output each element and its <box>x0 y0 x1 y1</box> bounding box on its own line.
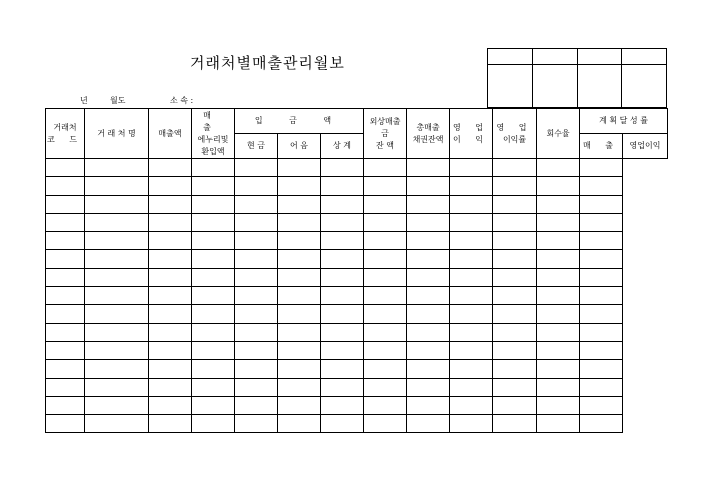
table-cell[interactable] <box>235 287 278 305</box>
table-cell[interactable] <box>407 396 450 414</box>
table-cell[interactable] <box>364 213 407 231</box>
table-cell[interactable] <box>321 268 364 286</box>
table-cell[interactable] <box>493 341 537 359</box>
table-cell[interactable] <box>235 232 278 250</box>
table-cell[interactable] <box>149 323 192 341</box>
table-cell[interactable] <box>149 159 192 177</box>
table-cell[interactable] <box>407 360 450 378</box>
table-cell[interactable] <box>46 360 85 378</box>
report-table <box>45 108 668 433</box>
header-operating-margin: 영 업 이익률 <box>493 109 537 159</box>
approval-cell <box>488 65 533 108</box>
table-cell[interactable] <box>278 195 321 213</box>
table-cell[interactable] <box>149 213 192 231</box>
report-title: 거래처별매출관리월보 <box>190 54 345 72</box>
table-cell[interactable] <box>192 378 235 396</box>
table-cell[interactable] <box>407 341 450 359</box>
table-cell[interactable] <box>580 287 623 305</box>
table-cell[interactable] <box>235 177 278 195</box>
table-cell[interactable] <box>450 213 493 231</box>
table-cell[interactable] <box>278 213 321 231</box>
table-cell[interactable] <box>407 232 450 250</box>
table-row <box>46 213 668 231</box>
table-cell[interactable] <box>321 195 364 213</box>
table-cell[interactable] <box>321 378 364 396</box>
table-cell[interactable] <box>278 305 321 323</box>
table-cell[interactable] <box>85 177 149 195</box>
table-cell[interactable] <box>580 360 623 378</box>
table-cell[interactable] <box>46 287 85 305</box>
table-cell[interactable] <box>46 305 85 323</box>
table-cell[interactable] <box>46 213 85 231</box>
table-cell[interactable] <box>278 360 321 378</box>
table-cell[interactable] <box>235 159 278 177</box>
table-cell[interactable] <box>321 415 364 433</box>
table-cell[interactable] <box>580 232 623 250</box>
table-cell[interactable] <box>321 305 364 323</box>
table-cell[interactable] <box>537 287 580 305</box>
table-cell[interactable] <box>85 232 149 250</box>
header-collection-rate: 회수율 <box>537 109 580 159</box>
table-cell[interactable] <box>321 159 364 177</box>
table-cell[interactable] <box>278 177 321 195</box>
table-cell[interactable] <box>493 415 537 433</box>
table-cell[interactable] <box>450 159 493 177</box>
table-cell[interactable] <box>278 250 321 268</box>
approval-cell <box>488 49 533 65</box>
table-cell[interactable] <box>85 323 149 341</box>
table-cell[interactable] <box>192 159 235 177</box>
table-cell[interactable] <box>46 323 85 341</box>
table-cell[interactable] <box>192 415 235 433</box>
table-cell[interactable] <box>450 195 493 213</box>
table-cell[interactable] <box>235 195 278 213</box>
table-cell[interactable] <box>321 287 364 305</box>
table-cell[interactable] <box>321 232 364 250</box>
table-row <box>46 360 668 378</box>
table-cell[interactable] <box>278 232 321 250</box>
table-cell[interactable] <box>537 396 580 414</box>
table-cell[interactable] <box>537 250 580 268</box>
table-cell[interactable] <box>321 250 364 268</box>
table-cell[interactable] <box>46 268 85 286</box>
table-cell[interactable] <box>580 268 623 286</box>
table-cell[interactable] <box>321 396 364 414</box>
table-cell[interactable] <box>149 305 192 323</box>
table-row <box>46 195 668 213</box>
table-cell[interactable] <box>235 415 278 433</box>
table-cell[interactable] <box>537 360 580 378</box>
table-cell[interactable] <box>192 250 235 268</box>
table-cell[interactable] <box>493 268 537 286</box>
table-cell[interactable] <box>407 159 450 177</box>
table-cell[interactable] <box>85 360 149 378</box>
table-cell[interactable] <box>364 287 407 305</box>
table-cell[interactable] <box>493 287 537 305</box>
header-cash: 현 금 <box>235 134 278 159</box>
header-plan-profit: 영업이익 <box>623 134 668 159</box>
table-cell[interactable] <box>235 305 278 323</box>
table-cell[interactable] <box>192 213 235 231</box>
table-cell[interactable] <box>192 232 235 250</box>
table-cell[interactable] <box>149 360 192 378</box>
approval-cell <box>577 49 622 65</box>
table-cell[interactable] <box>321 360 364 378</box>
table-cell[interactable] <box>149 177 192 195</box>
header-note: 어 음 <box>278 134 321 159</box>
header-deposit: 입 금 액 <box>235 109 364 134</box>
table-cell[interactable] <box>46 177 85 195</box>
table-cell[interactable] <box>46 159 85 177</box>
table-cell[interactable] <box>235 341 278 359</box>
table-cell[interactable] <box>450 268 493 286</box>
table-cell[interactable] <box>407 213 450 231</box>
header-plan-sales: 매 출 <box>580 134 623 159</box>
table-cell[interactable] <box>85 415 149 433</box>
table-cell[interactable] <box>537 268 580 286</box>
table-cell[interactable] <box>278 341 321 359</box>
table-cell[interactable] <box>46 378 85 396</box>
table-cell[interactable] <box>46 396 85 414</box>
header-client-code: 거래처 코 드 <box>46 109 85 159</box>
table-cell[interactable] <box>235 360 278 378</box>
table-cell[interactable] <box>407 250 450 268</box>
table-cell[interactable] <box>580 396 623 414</box>
table-cell[interactable] <box>364 177 407 195</box>
table-row <box>46 415 668 433</box>
table-cell[interactable] <box>537 213 580 231</box>
header-operating-profit: 영 업 이 익 <box>450 109 493 159</box>
table-cell[interactable] <box>407 195 450 213</box>
table-cell[interactable] <box>364 323 407 341</box>
table-cell[interactable] <box>85 250 149 268</box>
table-cell[interactable] <box>85 287 149 305</box>
table-cell[interactable] <box>321 341 364 359</box>
table-cell[interactable] <box>450 378 493 396</box>
table-cell[interactable] <box>278 378 321 396</box>
table-cell[interactable] <box>407 287 450 305</box>
table-cell[interactable] <box>580 323 623 341</box>
table-cell[interactable] <box>235 378 278 396</box>
table-row <box>46 287 668 305</box>
table-cell[interactable] <box>407 177 450 195</box>
table-cell[interactable] <box>493 177 537 195</box>
table-cell[interactable] <box>149 250 192 268</box>
table-cell[interactable] <box>278 415 321 433</box>
table-cell[interactable] <box>149 287 192 305</box>
table-cell[interactable] <box>493 195 537 213</box>
table-cell[interactable] <box>278 268 321 286</box>
table-cell[interactable] <box>364 195 407 213</box>
table-cell[interactable] <box>450 287 493 305</box>
table-row <box>46 232 668 250</box>
table-cell[interactable] <box>493 360 537 378</box>
table-cell[interactable] <box>192 195 235 213</box>
table-cell[interactable] <box>46 341 85 359</box>
table-cell[interactable] <box>192 323 235 341</box>
table-cell[interactable] <box>450 415 493 433</box>
table-row <box>46 305 668 323</box>
table-cell[interactable] <box>493 378 537 396</box>
table-cell[interactable] <box>537 232 580 250</box>
header-client-name: 거 래 처 명 <box>85 109 149 159</box>
header-total-receivable: 총매출 채권잔액 <box>407 109 450 159</box>
table-cell[interactable] <box>85 341 149 359</box>
approval-cell <box>622 49 667 65</box>
table-cell[interactable] <box>537 305 580 323</box>
table-cell[interactable] <box>364 360 407 378</box>
table-cell[interactable] <box>407 415 450 433</box>
table-cell[interactable] <box>537 415 580 433</box>
table-cell[interactable] <box>364 415 407 433</box>
table-cell[interactable] <box>235 213 278 231</box>
table-cell[interactable] <box>450 323 493 341</box>
table-cell[interactable] <box>149 268 192 286</box>
table-cell[interactable] <box>192 177 235 195</box>
table-cell[interactable] <box>278 323 321 341</box>
table-cell[interactable] <box>580 341 623 359</box>
table-cell[interactable] <box>235 396 278 414</box>
table-cell[interactable] <box>149 195 192 213</box>
table-cell[interactable] <box>537 177 580 195</box>
table-cell[interactable] <box>85 396 149 414</box>
table-cell[interactable] <box>364 250 407 268</box>
table-cell[interactable] <box>85 378 149 396</box>
table-cell[interactable] <box>85 305 149 323</box>
table-cell[interactable] <box>149 341 192 359</box>
approval-cell <box>532 65 577 108</box>
table-cell[interactable] <box>580 177 623 195</box>
table-cell[interactable] <box>364 268 407 286</box>
table-cell[interactable] <box>85 159 149 177</box>
department-label: 소 속 : <box>170 96 194 105</box>
table-cell[interactable] <box>450 396 493 414</box>
table-cell[interactable] <box>580 213 623 231</box>
table-cell[interactable] <box>192 360 235 378</box>
table-cell[interactable] <box>364 159 407 177</box>
table-cell[interactable] <box>580 305 623 323</box>
table-cell[interactable] <box>407 305 450 323</box>
table-cell[interactable] <box>493 305 537 323</box>
table-row <box>46 250 668 268</box>
header-sales-amount: 매출액 <box>149 109 192 159</box>
table-cell[interactable] <box>580 378 623 396</box>
table-cell[interactable] <box>192 341 235 359</box>
table-cell[interactable] <box>450 232 493 250</box>
table-cell[interactable] <box>149 396 192 414</box>
table-cell[interactable] <box>537 195 580 213</box>
table-cell[interactable] <box>192 268 235 286</box>
table-cell[interactable] <box>537 159 580 177</box>
table-cell[interactable] <box>85 268 149 286</box>
header-credit-balance: 외상매출 금 잔 액 <box>364 109 407 159</box>
table-cell[interactable] <box>580 195 623 213</box>
table-cell[interactable] <box>46 415 85 433</box>
table-cell[interactable] <box>149 378 192 396</box>
table-cell[interactable] <box>46 250 85 268</box>
table-cell[interactable] <box>450 177 493 195</box>
table-cell[interactable] <box>278 287 321 305</box>
table-cell[interactable] <box>364 305 407 323</box>
approval-cell <box>532 49 577 65</box>
table-cell[interactable] <box>493 232 537 250</box>
table-cell[interactable] <box>537 323 580 341</box>
table-cell[interactable] <box>46 195 85 213</box>
header-returns: 매 출 에누리및 환입액 <box>192 109 235 159</box>
table-cell[interactable] <box>450 305 493 323</box>
table-cell[interactable] <box>407 323 450 341</box>
table-cell[interactable] <box>450 360 493 378</box>
table-cell[interactable] <box>537 378 580 396</box>
table-row <box>46 177 668 195</box>
table-cell[interactable] <box>364 396 407 414</box>
table-cell[interactable] <box>235 323 278 341</box>
table-row <box>46 268 668 286</box>
table-cell[interactable] <box>364 232 407 250</box>
header-offset: 상 계 <box>321 134 364 159</box>
table-cell[interactable] <box>321 323 364 341</box>
table-row <box>46 159 668 177</box>
table-cell[interactable] <box>450 250 493 268</box>
table-cell[interactable] <box>493 250 537 268</box>
header-plan-achievement: 계 획 달 성 률 <box>580 109 668 134</box>
table-cell[interactable] <box>321 213 364 231</box>
table-cell[interactable] <box>493 213 537 231</box>
table-row <box>46 341 668 359</box>
table-cell[interactable] <box>149 415 192 433</box>
table-cell[interactable] <box>580 415 623 433</box>
table-cell[interactable] <box>278 396 321 414</box>
table-cell[interactable] <box>364 378 407 396</box>
approval-box <box>487 48 667 108</box>
table-cell[interactable] <box>85 195 149 213</box>
table-cell[interactable] <box>85 213 149 231</box>
month-label: 월도 <box>110 96 126 105</box>
year-label: 년 <box>80 96 88 105</box>
table-cell[interactable] <box>278 159 321 177</box>
table-cell[interactable] <box>407 378 450 396</box>
approval-cell <box>622 65 667 108</box>
table-cell[interactable] <box>235 268 278 286</box>
table-cell[interactable] <box>46 232 85 250</box>
table-cell[interactable] <box>580 250 623 268</box>
table-cell[interactable] <box>493 323 537 341</box>
table-row <box>46 323 668 341</box>
table-cell[interactable] <box>192 396 235 414</box>
table-cell[interactable] <box>235 250 278 268</box>
table-cell[interactable] <box>149 232 192 250</box>
table-cell[interactable] <box>192 305 235 323</box>
table-cell[interactable] <box>493 159 537 177</box>
approval-cell <box>577 65 622 108</box>
table-cell[interactable] <box>537 341 580 359</box>
table-cell[interactable] <box>580 159 623 177</box>
table-cell[interactable] <box>192 287 235 305</box>
table-row <box>46 396 668 414</box>
table-cell[interactable] <box>493 396 537 414</box>
table-row <box>46 378 668 396</box>
table-cell[interactable] <box>407 268 450 286</box>
table-cell[interactable] <box>321 177 364 195</box>
table-cell[interactable] <box>450 341 493 359</box>
table-cell[interactable] <box>364 341 407 359</box>
